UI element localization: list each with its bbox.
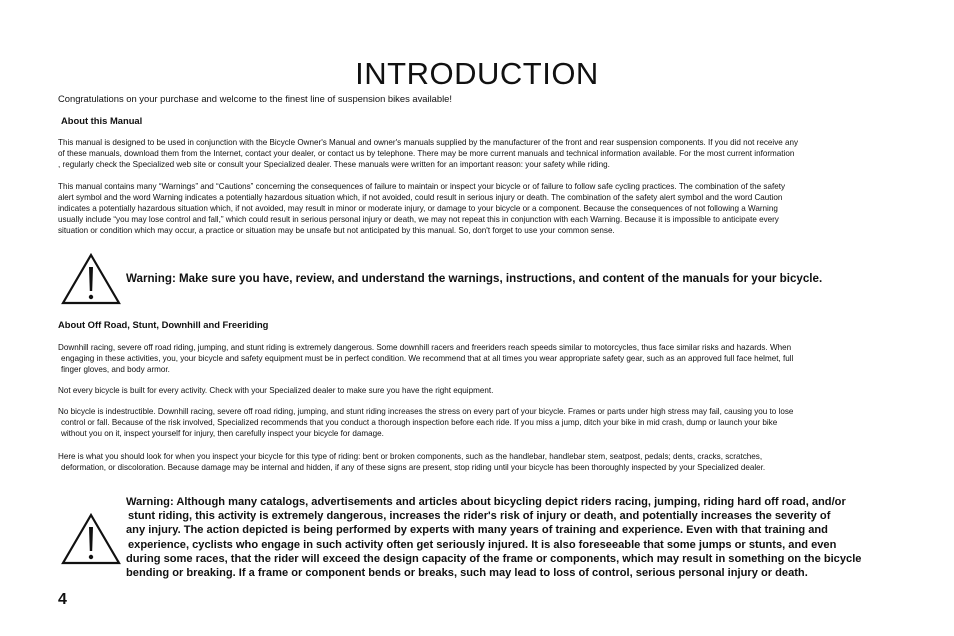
paragraph-line: This manual is designed to be used in conjunction with the Bicycle Owner's Manual and owner's manuals supplied by the manufacturer of the front and rear suspension components. If you did not receive any [58, 138, 799, 147]
paragraph-line: usually include “you may lose control and fall,” which could result in serious personal injury or death, we may not repeat this in conjunction with each Warning. Because it is impossible to anticipate every [58, 215, 779, 224]
paragraph-line: No bicycle is indestructible. Downhill racing, severe off road riding, jumping, and stunt riding increases the stress on every part of your bicycle. Frames or parts under high stress may fail, causing you to lose [58, 407, 794, 416]
warning-triangle-icon [60, 252, 122, 306]
paragraph-line: without you on it, inspect yourself for injury, then carefully inspect your bicycle for damage. [61, 429, 384, 438]
paragraph-line: situation or condition which may occur, a practice or situation may be unsafe but not anticipated by this manual. So, don't forget to use your common sense. [58, 226, 615, 235]
warning-line: Warning: Although many catalogs, advertisements and articles about bicycling depict riders racing, jumping, riding hard off road, and/or [126, 496, 846, 508]
paragraph-line: of these manuals, download them from the Internet, contact your dealer, or contact us by telephone. There may be more current manuals and technical information available. For the most current information [58, 149, 795, 158]
page-number: 4 [58, 591, 67, 608]
warning-triangle-icon [60, 512, 122, 566]
paragraph-line: alert symbol and the word Warning indicates a potentially hazardous situation which, if not avoided, could result in serious injury or death. The combination of the safety alert symbol and the word Caution [58, 193, 783, 202]
paragraph-line: , regularly check the Specialized web site or consult your Specialized dealer. These manuals were written for an important reason: your safety while riding. [58, 160, 610, 169]
about-manual-paragraph-2 [58, 181, 896, 236]
warning-2-text [126, 495, 896, 580]
off-road-paragraph-1 [58, 342, 896, 375]
page-title: INTRODUCTION [355, 56, 599, 91]
paragraph-line: control or fall. Because of the risk involved, Specialized recommends that you conduct a thorough inspection before each ride. If you miss a jump, ditch your bike in mid crash, dump or launch your bike [61, 418, 778, 427]
warning-line: bending or breaking. If a frame or component bends or breaks, such may lead to loss of control, serious personal injury or death. [126, 567, 808, 580]
paragraph-line: Not every bicycle is built for every activity. Check with your Specialized dealer to make sure you have the right equipment. [58, 386, 494, 395]
off-road-paragraph-4 [58, 451, 896, 473]
off-road-paragraph-2 [58, 385, 896, 396]
intro-text: Congratulations on your purchase and welcome to the finest line of suspension bikes available! [58, 93, 452, 104]
warning-line: experience, cyclists who engage in such activity often get seriously injured. It is also foreseeable that some jumps or stunts, and even [128, 538, 837, 551]
off-road-paragraph-3 [58, 406, 896, 439]
paragraph-line: indicates a potentially hazardous situation which, if not avoided, may result in minor or moderate injury, or damage to your bicycle or a component. Because the consequences of not following a Warning [58, 204, 778, 213]
off-road-heading: About Off Road, Stunt, Downhill and Freeriding [58, 319, 269, 330]
about-manual-heading: About this Manual [61, 115, 143, 126]
warning-line: any injury. The action depicted is being performed by experts with many years of training and experience. Even with that training and [126, 524, 828, 537]
paragraph-line: Downhill racing, severe off road riding, jumping, and stunt riding is extremely dangerous. Some downhill racers and freeriders reach speeds similar to motorcycles, thus face similar risks and hazards. When [58, 343, 792, 352]
about-manual-paragraph-1 [58, 137, 896, 170]
warning-line: during some races, that the rider will exceed the design capacity of the frame or components, which may result in something on the bicycle [126, 552, 862, 565]
paragraph-line: engaging in these activities, you, your bicycle and safety equipment must be in perfect condition. We recommend that at all times you wear appropriate safety gear, such as an approved full face helmet, full [61, 354, 794, 363]
paragraph-line: Here is what you should look for when you inspect your bicycle for this type of riding: bent or broken components, such as the handlebar, handlebar stem, seatpost, pedals; dents, cracks, scratches, [58, 452, 763, 461]
warning-line: stunt riding, this activity is extremely dangerous, increases the rider's risk of injury or death, and potentially increases the severity of [128, 510, 831, 523]
paragraph-line: finger gloves, and body armor. [61, 365, 170, 374]
paragraph-line: deformation, or discoloration. Because damage may be internal and hidden, if any of these signs are present, stop riding until your bicycle has been thoroughly inspected by your Specialized dealer. [61, 463, 766, 472]
warning-1-text: Warning: Make sure you have, review, and understand the warnings, instructions, and content of the manuals for your bicycle. [126, 272, 823, 285]
paragraph-line: This manual contains many “Warnings” and “Cautions” concerning the consequences of failure to maintain or inspect your bicycle or of failure to follow safe cycling practices. The combination of the safety [58, 182, 786, 191]
